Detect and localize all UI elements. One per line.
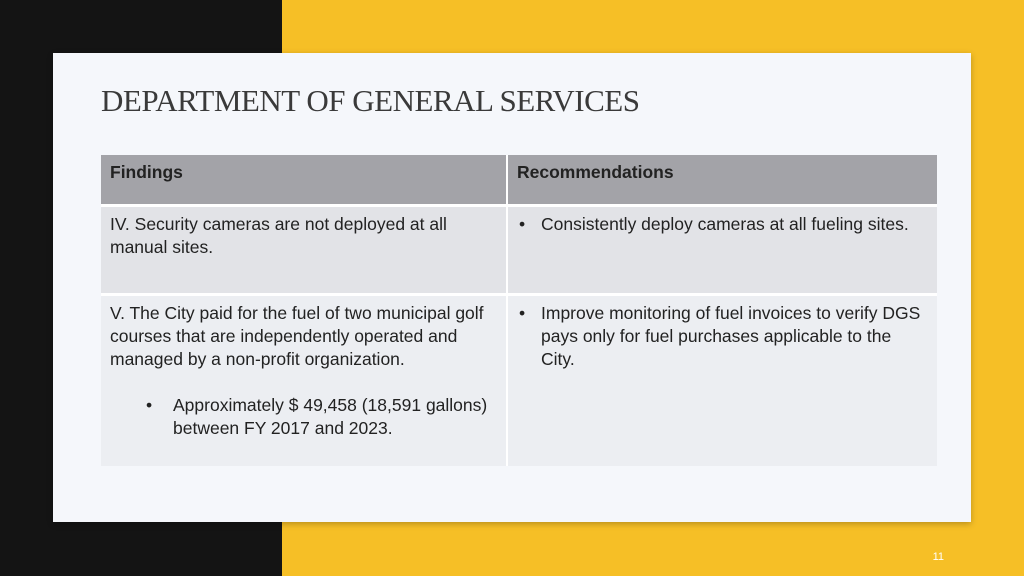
recommendation-cell bbox=[507, 205, 937, 294]
bullet-glyph: • bbox=[519, 213, 526, 234]
header-recommendations: Recommendations bbox=[507, 155, 937, 205]
finding-sub-text: Approximately $ 49,458 (18,591 gallons) between FY 2017 and 2023. bbox=[173, 394, 488, 438]
table-row bbox=[101, 205, 937, 294]
findings-table bbox=[101, 155, 937, 466]
finding-cell bbox=[101, 294, 507, 466]
recommendation-text: Improve monitoring of fuel invoices to verify DGS pays only for fuel purchases applicable to the City. bbox=[541, 302, 921, 369]
finding-text: IV. Security cameras are not deployed at all manual sites. bbox=[110, 213, 447, 257]
table-header-row bbox=[101, 155, 937, 205]
recommendation-bullet bbox=[517, 302, 929, 371]
recommendation-cell bbox=[507, 294, 937, 466]
finding-sub-bullet bbox=[110, 394, 498, 440]
finding-text: V. The City paid for the fuel of two municipal golf courses that are independently operated and managed by a non-profit organization. bbox=[110, 302, 484, 369]
finding-cell bbox=[101, 205, 507, 294]
content-card bbox=[53, 53, 971, 522]
bullet-glyph: • bbox=[146, 394, 153, 415]
table-row bbox=[101, 294, 937, 466]
header-findings: Findings bbox=[101, 155, 507, 205]
bullet-glyph: • bbox=[519, 302, 526, 323]
slide-title: DEPARTMENT OF GENERAL SERVICES bbox=[101, 83, 640, 118]
recommendation-text: Consistently deploy cameras at all fueling sites. bbox=[541, 213, 909, 234]
recommendation-bullet bbox=[517, 213, 929, 236]
page-number: 11 bbox=[932, 551, 944, 563]
